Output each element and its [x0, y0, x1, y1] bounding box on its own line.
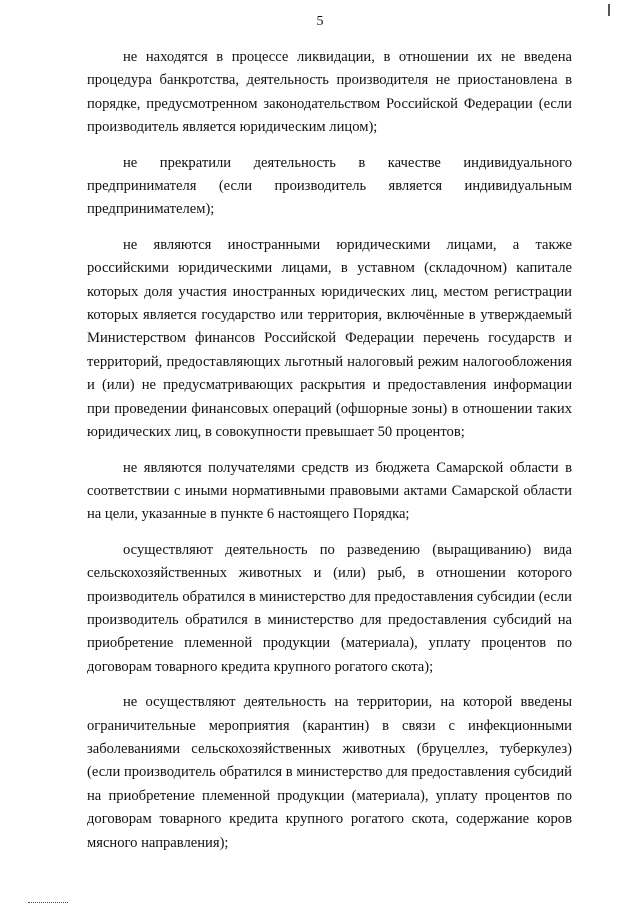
scan-mark-bottom — [28, 901, 68, 903]
paragraph-quarantine: не осуществляют деятельность на территории, на которой введены ограничительные мероприятия (карантин) в связи с инфекционными заболеваниями сельскохозяйственных животных (бруцеллез, туберкулез) (если производитель обратился в министерство для предоставления субсидий на приобретение племенной продукции (материала), уплату процентов по договорам товарного кредита крупного рогатого скота, содержание коров мясного направления); — [87, 694, 572, 851]
paragraph-liquidation: не находятся в процессе ликвидации, в отношении их не введена процедура банкротства, деятельность производителя не приостановлена в порядке, предусмотренном законодательством Российской Федерации (если производитель является юридическим лицом); — [87, 49, 572, 136]
document-body — [87, 46, 572, 867]
paragraph-breeding-activity: осуществляют деятельность по разведению (выращиванию) вида сельскохозяйственных животных и (или) рыб, в отношении которого производитель обратился в министерство для предоставления субсидии (если производитель обратился в министерство для предоставления субсидий на приобретение племенной продукции (материала), уплату процентов по договорам товарного кредита крупного рогатого скота); — [87, 541, 572, 675]
paragraph-foreign-entities: не являются иностранными юридическими лицами, а также российскими юридическими лицами, в уставном (складочном) капитале которых доля участия иностранных юридических лиц, местом регистрации которых является государство или территория, включённые в утверждаемый Министерством финансов Российской Федерации перечень государств и территорий, предоставляющих льготный налоговый режим налогообложения и (или) не предусматривающих раскрытия и предоставления информации при проведении финансовых операций (офшорные зоны) в отношении таких юридических лиц, в совокупности превышает 50 процентов; — [87, 236, 572, 441]
paragraph-individual-entrepreneur: не прекратили деятельность в качестве индивидуального предпринимателя (если производитель является индивидуальным предпринимателем); — [87, 154, 572, 218]
page-number: 5 — [316, 14, 324, 29]
paragraph-budget-recipients: не являются получателями средств из бюджета Самарской области в соответствии с иными нормативными правовыми актами Самарской области на цели, указанные в пункте 6 настоящего Порядка; — [87, 459, 572, 523]
